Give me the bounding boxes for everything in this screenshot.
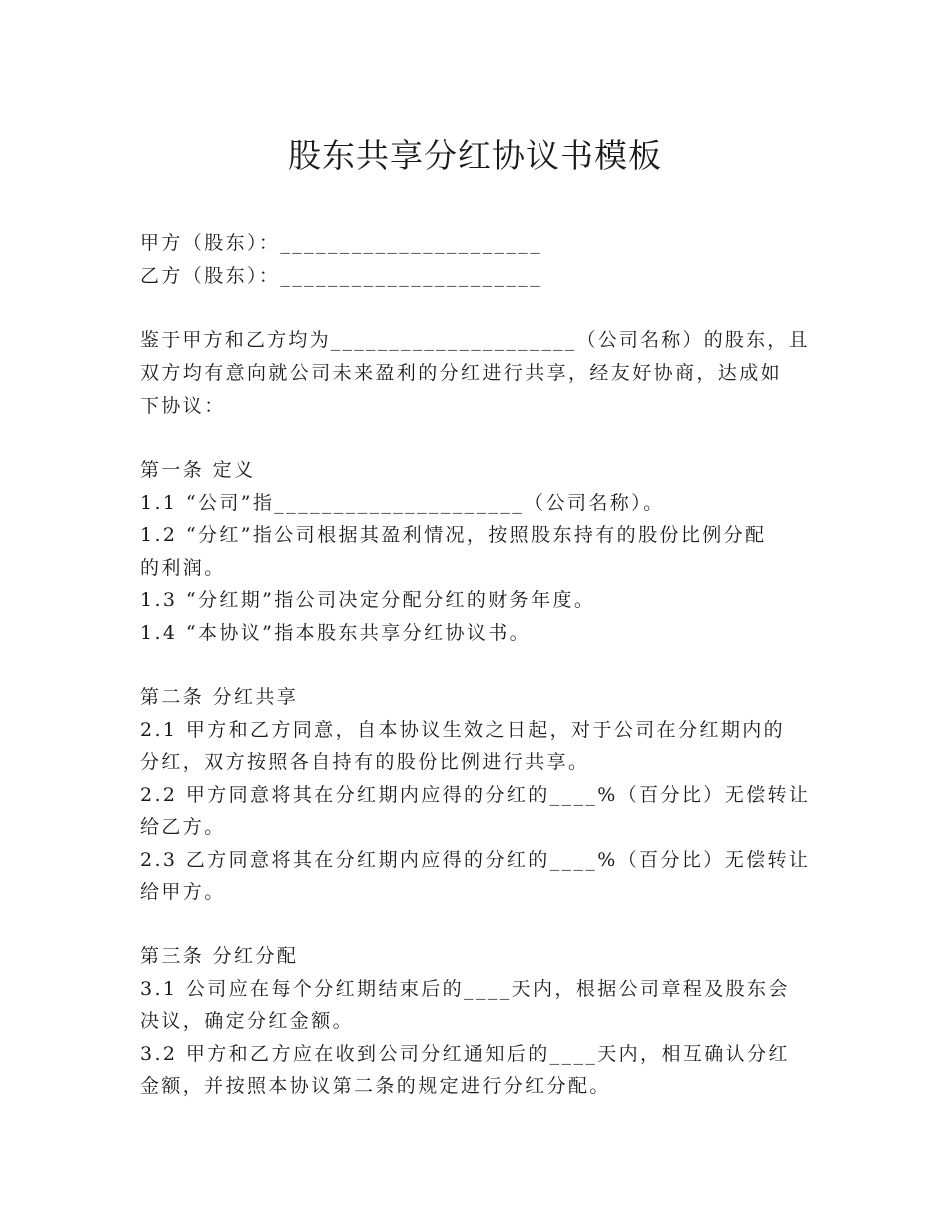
clause-line: 3.2 甲方和乙方应在收到公司分红通知后的____天内，相互确认分红	[140, 1043, 790, 1065]
clause-line: 2.1 甲方和乙方同意，自本协议生效之日起，对于公司在分红期内的	[140, 719, 786, 741]
clause-line: 3.1 公司应在每个分红期结束后的____天内，根据公司章程及股东会	[140, 978, 790, 1000]
clause-line: 决议，确定分红金额。	[140, 1010, 355, 1032]
preamble-line: 下协议：	[140, 395, 226, 417]
article-heading: 第三条 分红分配	[140, 945, 299, 967]
clause-line: 金额，并按照本协议第二条的规定进行分红分配。	[140, 1075, 611, 1097]
clause-line: 的利润。	[140, 557, 226, 579]
document-title: 股东共享分红协议书模板	[288, 136, 662, 175]
clause-line: 1.3 “分红期”指公司决定分配分红的财务年度。	[140, 589, 596, 611]
article-heading: 第一条 定义	[140, 459, 256, 481]
clause-line: 1.4 “本协议”指本股东共享分红协议书。	[140, 622, 532, 644]
party-b-line: 乙方（股东）：______________________	[140, 265, 543, 287]
clause-line: 2.3 乙方同意将其在分红期内应得的分红的____%（百分比）无偿转让	[140, 849, 811, 871]
clause-line: 2.2 甲方同意将其在分红期内应得的分红的____%（百分比）无偿转让	[140, 784, 811, 806]
preamble-line: 双方均有意向就公司未来盈利的分红进行共享，经友好协商，达成如	[140, 362, 783, 384]
party-a-line: 甲方（股东）：______________________	[140, 232, 543, 254]
clause-line: 分红，双方按照各自持有的股份比例进行共享。	[140, 751, 590, 773]
clause-line: 1.1 “公司”指_____________________（公司名称）。	[140, 492, 665, 514]
clause-line: 给甲方。	[140, 881, 226, 903]
clause-line: 给乙方。	[140, 816, 226, 838]
article-heading: 第二条 分红共享	[140, 686, 299, 708]
preamble-line: 鉴于甲方和乙方均为_____________________（公司名称）的股东，且	[140, 329, 810, 351]
clause-line: 1.2 “分红”指公司根据其盈利情况，按照股东持有的股份比例分配	[140, 524, 767, 546]
